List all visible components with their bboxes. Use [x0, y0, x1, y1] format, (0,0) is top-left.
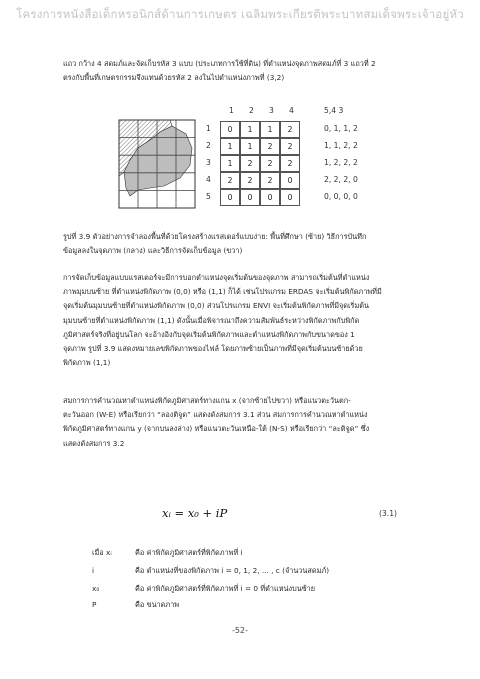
grid-cell: 1 — [220, 155, 240, 172]
calc-line: ตะวันออก (W-E) หรือเรียกว่า “ลองติจูด” แสดงดังสมการ 3.1 ส่วน สมการการคำนวณหาตำแหน่ง — [63, 410, 368, 420]
grid-cell: 2 — [260, 172, 280, 189]
grid-cell: 0 — [220, 121, 240, 138]
body-line: จุดภาพ รูปที่ 3.9 แสดงหมายเลขพิกัดภาพของไฟล์ โดยภาพซ้ายเป็นภาพที่มีจุดเริ่มต้นบนซ้ายด้วย — [63, 344, 363, 354]
equation-number: (3.1) — [379, 509, 398, 518]
definition-symbol: i — [92, 566, 95, 575]
body-line: มุมบนซ้ายที่ตำแหน่งพิกัดภาพ (1,1) ดังนั้นเมื่อพิจารณาถึงความสัมพันธ์ระหว่างพิกัดภาพกับพิกัด — [63, 315, 360, 325]
definition-text: คือ ตำแหน่งที่ของพิกัดภาพ i = 0, 1, 2, ... , c (จำนวนสดมภ์) — [135, 566, 330, 575]
row-header: 5 — [206, 192, 211, 201]
definition-symbol: P — [92, 600, 97, 609]
equation: xᵢ = x₀ + iP — [162, 506, 228, 520]
definition-text: คือ ขนาดภาพ — [135, 600, 180, 609]
body-line: จุดเริ่มต้นมุมบนซ้ายที่ตำแหน่งพิกัดภาพ (0,0) ส่วนโปรแกรม ENVI จะเริ่มต้นพิกัดภาพที่มีจุดเริ่มต้น — [63, 301, 369, 311]
row-header: 2 — [206, 141, 211, 150]
grid-cell: 2 — [220, 172, 240, 189]
definition-text: คือ ค่าพิกัดภูมิศาสตร์ที่พิกัดภาพที่ i = 0 ที่ตำแหน่งบนซ้าย — [135, 584, 316, 593]
raster-figure — [0, 0, 480, 230]
grid-cell: 2 — [240, 155, 260, 172]
body-line: พิกัดภาพ (1,1) — [63, 358, 111, 368]
grid-cell: 2 — [260, 155, 280, 172]
grid-cell: 0 — [240, 189, 260, 206]
intro-line: ตรงกับพื้นที่เกษตรกรรมจึงแทนด้วยรหัส 2 ลงในไปตำแหน่งภาพที่ (3,2) — [63, 73, 285, 83]
body-line: ภูมิศาสตร์จริงที่อยู่บนโลก จะอ้างอิงกับจุดเริ่มต้นพิกัดภาพและตำแหน่งพิกัดภาพกับขนาดของ 1 — [63, 329, 355, 339]
definition-text: คือ ค่าพิกัดภูมิศาสตร์ที่พิกัดภาพที่ i — [135, 548, 243, 557]
row-header: 1 — [206, 124, 211, 133]
column-header: 3 — [269, 106, 274, 115]
page-number: -52- — [232, 626, 248, 635]
calc-line: สมการการคำนวณหาตำแหน่งพิกัดภูมิศาสตร์ทางแกน x (จากซ้ายไปขวา) หรือแนวตะวันตก- — [63, 396, 351, 405]
body-line: ภาพมุมบนซ้าย ที่ตำแหน่งพิกัดภาพ (0,0) หรือ (1,1) ก็ได้ เช่นโปรแกรม ERDAS จะเริ่มต้นพิกัดภาพที่มี — [63, 287, 382, 297]
grid-cell: 1 — [220, 138, 240, 155]
grid-cell: 0 — [280, 172, 300, 189]
storage-row: 0, 0, 0, 0 — [324, 192, 358, 201]
storage-row: 0, 1, 1, 2 — [324, 124, 358, 133]
figure-caption — [63, 230, 429, 258]
intro-line: แถว กว้าง 4 สดมภ์และจัดเก็บรหัส 3 แบบ (ประเภทการใช้ที่ดิน) ที่ตำแหน่งจุดภาพสดมภ์ที่ 3 แถวที่ 2 — [63, 59, 376, 68]
body-line: การจัดเก็บข้อมูลแบบแรสเตอร์จะมีการบอกตำแหน่งจุดเริ่มต้นของจุดภาพ สามารถเริ่มต้นที่ตำแหน่ง — [63, 273, 370, 282]
grid-cell: 1 — [240, 138, 260, 155]
column-header: 1 — [229, 106, 234, 115]
grid-cell: 1 — [240, 121, 260, 138]
storage-header: 5,4 3 — [324, 106, 344, 115]
calc-paragraph — [63, 394, 429, 451]
grid-cell: 2 — [280, 138, 300, 155]
grid-cell: 2 — [280, 121, 300, 138]
grid-cell: 2 — [260, 138, 280, 155]
storage-row: 2, 2, 2, 0 — [324, 175, 358, 184]
calc-line: แสดงดังสมการ 3.2 — [63, 438, 125, 448]
grid-cell: 2 — [240, 172, 260, 189]
column-header: 4 — [289, 106, 294, 115]
definition-symbol: เมื่อ xᵢ — [92, 548, 112, 557]
caption-line: ข้อมูลลงในจุดภาพ (กลาง) และวิธีการจัดเก็บข้อมูล (ขวา) — [63, 246, 243, 256]
grid-cell: 0 — [260, 189, 280, 206]
row-header: 3 — [206, 158, 211, 167]
page-header: โครงการหนังสือเด็กหรอนิกส์ด้านการเกษตร เฉลิมพระเกียรติพระบาทสมเด็จพระเจ้าอยู่หัว — [16, 7, 464, 21]
definition-symbol: x₀ — [92, 584, 100, 593]
body-paragraph — [63, 271, 429, 370]
calc-line: พิกัดภูมิศาสตร์ทางแกน y (จากบนลงล่าง) หรือแนวตะวันเหนือ-ใต้ (N-S) หรือเรียกว่า “ละติจูด” ซึ่ง — [63, 424, 370, 434]
grid-cell: 2 — [280, 155, 300, 172]
column-header: 2 — [249, 106, 254, 115]
grid-cell: 1 — [260, 121, 280, 138]
grid-cell: 0 — [220, 189, 240, 206]
storage-row: 1, 1, 2, 2 — [324, 141, 358, 150]
row-header: 4 — [206, 175, 211, 184]
caption-line: รูปที่ 3.9 ตัวอย่างการจำลองพื้นที่ด้วยโครงสร้างแรสเตอร์แบบง่าย: พื้นที่ศึกษา (ซ้าย) วิธีการบันทึก — [63, 232, 367, 241]
grid-cell: 0 — [280, 189, 300, 206]
storage-row: 1, 2, 2, 2 — [324, 158, 358, 167]
